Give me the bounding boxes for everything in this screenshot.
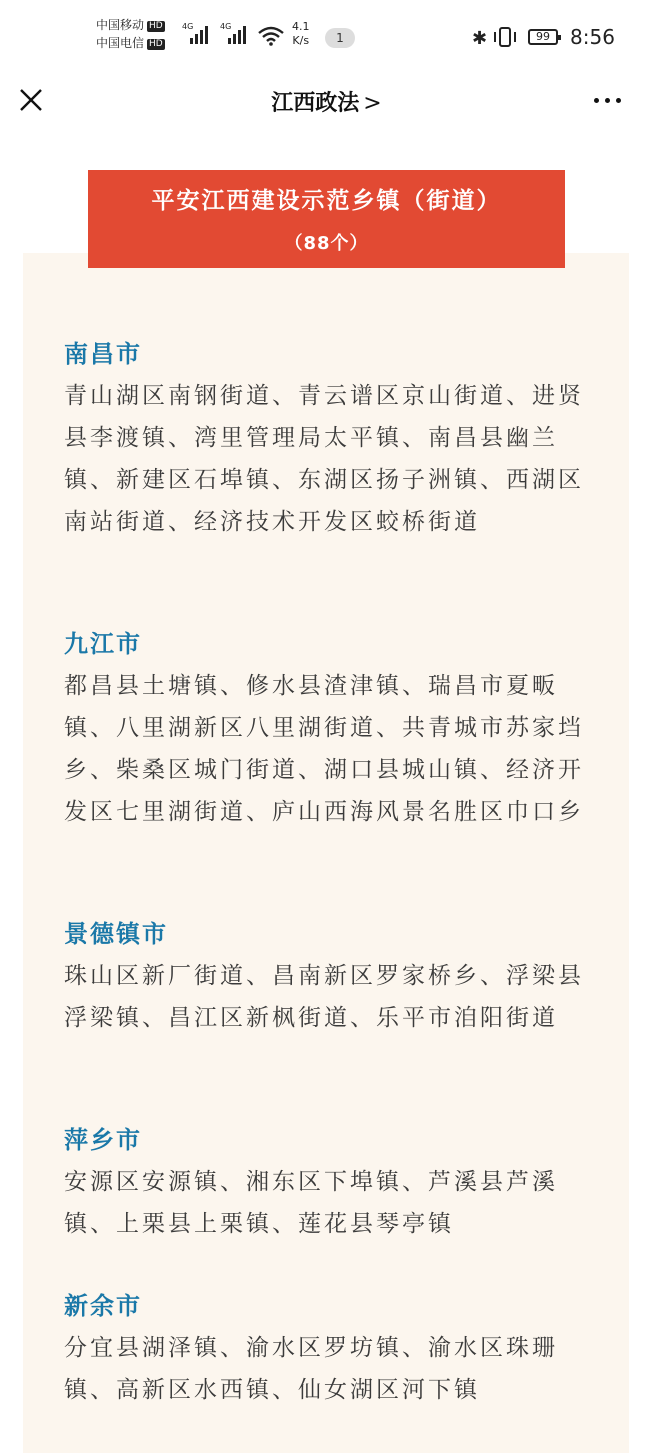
banner-title: 平安江西建设示范乡镇（街道） bbox=[151, 188, 502, 214]
title-banner bbox=[88, 170, 565, 268]
city-section bbox=[64, 1286, 594, 1411]
bluetooth-icon: ✱ bbox=[472, 28, 488, 49]
battery-icon: 99 bbox=[528, 29, 558, 45]
status-bar: 中国移动 HD 中国电信 HD 4G 4G 4.1 K/s 1 ✱ 99 8:56 bbox=[0, 0, 653, 70]
banner-count: （88个） bbox=[284, 233, 369, 254]
vibrate-icon bbox=[492, 26, 518, 48]
network-speed: 4.1 K/s bbox=[292, 20, 310, 47]
more-options-icon[interactable] bbox=[592, 90, 624, 110]
carrier-2: 中国电信 bbox=[96, 36, 145, 50]
hd-badge: HD bbox=[149, 21, 163, 31]
notification-badge: 1 bbox=[325, 28, 355, 48]
city-name: 萍乡市 bbox=[64, 1126, 142, 1154]
chevron-right-icon: > bbox=[363, 91, 382, 116]
city-name: 景德镇市 bbox=[64, 920, 168, 948]
wifi-icon bbox=[258, 26, 284, 46]
town-list: 分宜县湖泽镇、渝水区罗坊镇、渝水区珠珊镇、高新区水西镇、仙女湖区河下镇 bbox=[64, 1335, 558, 1403]
clock: 8:56 bbox=[570, 25, 615, 49]
carrier-1: 中国移动 bbox=[96, 18, 145, 32]
hd-badge: HD bbox=[149, 39, 163, 49]
nav-bar bbox=[0, 70, 653, 130]
city-name: 新余市 bbox=[64, 1292, 142, 1320]
account-name: 江西政法 bbox=[271, 91, 360, 116]
account-title-link[interactable] bbox=[0, 86, 653, 117]
city-section bbox=[64, 1120, 594, 1245]
town-list: 青山湖区南钢街道、青云谱区京山街道、进贤县李渡镇、湾里管理局太平镇、南昌县幽兰镇、新建区石埠镇、东湖区扬子洲镇、西湖区南站街道、经济技术开发区蛟桥街道 bbox=[64, 383, 584, 535]
city-section bbox=[64, 624, 594, 833]
town-list: 安源区安源镇、湘东区下埠镇、芦溪县芦溪镇、上栗县上栗镇、莲花县琴亭镇 bbox=[64, 1169, 558, 1237]
city-name: 南昌市 bbox=[64, 340, 142, 368]
city-name: 九江市 bbox=[64, 630, 142, 658]
carrier-info bbox=[96, 16, 165, 52]
city-section bbox=[64, 334, 594, 543]
city-section bbox=[64, 914, 594, 1039]
town-list: 珠山区新厂街道、昌南新区罗家桥乡、浮梁县浮梁镇、昌江区新枫街道、乐平市洎阳街道 bbox=[64, 963, 584, 1031]
town-list: 都昌县土塘镇、修水县渣津镇、瑞昌市夏畈镇、八里湖新区八里湖街道、共青城市苏家垱乡、柴桑区城门街道、湖口县城山镇、经济开发区七里湖街道、庐山西海风景名胜区巾口乡 bbox=[64, 673, 584, 825]
